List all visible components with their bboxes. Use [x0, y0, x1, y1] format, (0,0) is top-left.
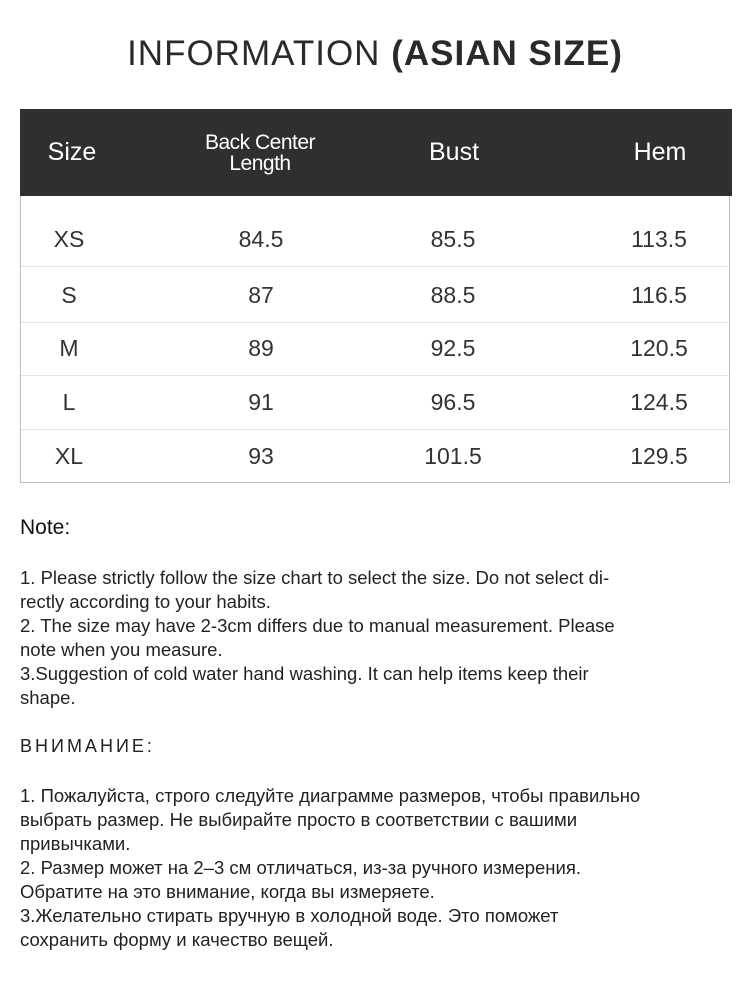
note-line: note when you measure. [20, 639, 223, 660]
cell-bust: 101.5 [424, 443, 482, 469]
cell-bust: 88.5 [430, 282, 476, 308]
table-row [21, 374, 729, 430]
header-back-line1: Back Center [204, 130, 316, 154]
cell-size: XS [53, 226, 85, 252]
header-back-center-length [180, 109, 340, 196]
cell-hem: 129.5 [630, 443, 688, 469]
cell-bust: 85.5 [430, 226, 476, 252]
size-table [20, 109, 730, 483]
title-main: INFORMATION [127, 34, 381, 73]
note-line: 3.Suggestion of cold water hand washing. It can help items keep their [20, 663, 589, 684]
russian-line: привычками. [20, 833, 131, 854]
note-line: shape. [20, 687, 76, 708]
cell-hem: 120.5 [630, 335, 688, 361]
russian-line: выбрать размер. Не выбирайте просто в соответствии с вашими [20, 809, 578, 830]
note-heading: Note: [20, 516, 71, 539]
header-back-line2: Length [229, 151, 291, 175]
note-line: 1. Please strictly follow the size chart to select the size. Do not select di- [20, 567, 610, 588]
cell-hem: 113.5 [631, 226, 687, 252]
header-hem: Hem [633, 138, 687, 166]
title-emphasis: (ASIAN SIZE) [391, 34, 623, 73]
table-row [21, 267, 729, 323]
russian-note-heading: ВНИМАНИЕ: [20, 736, 155, 756]
cell-hem: 124.5 [630, 389, 688, 415]
header-size: Size [47, 138, 97, 166]
cell-back: 84.5 [238, 226, 284, 252]
cell-size: XL [54, 443, 84, 469]
cell-back: 93 [248, 443, 274, 469]
note-line: 2. The size may have 2-3cm differs due to manual measurement. Please [20, 615, 615, 636]
russian-note-text [20, 784, 732, 952]
cell-hem: 116.5 [631, 282, 687, 308]
russian-line: 2. Размер может на 2–3 см отличаться, из-за ручного измерения. [20, 857, 582, 878]
header-bust: Bust [428, 138, 480, 166]
cell-size: M [59, 335, 79, 361]
table-row [21, 320, 729, 376]
table-header [20, 109, 732, 196]
note-text [20, 566, 732, 710]
russian-line: сохранить форму и качество вещей. [20, 929, 334, 950]
cell-size: L [62, 389, 76, 415]
russian-line: Обратите на это внимание, когда вы измеряете. [20, 881, 435, 902]
cell-back: 89 [248, 335, 274, 361]
cell-bust: 96.5 [430, 389, 476, 415]
cell-size: S [61, 282, 77, 308]
russian-line: 3.Желательно стирать вручную в холодной воде. Это поможет [20, 905, 559, 926]
table-row [21, 211, 729, 267]
cell-bust: 92.5 [430, 335, 476, 361]
cell-back: 91 [248, 389, 274, 415]
russian-line: 1. Пожалуйста, строго следуйте диаграмме размеров, чтобы правильно [20, 785, 641, 806]
note-line: rectly according to your habits. [20, 591, 271, 612]
cell-back: 87 [248, 282, 274, 308]
page-title [0, 34, 750, 74]
table-row [21, 428, 729, 484]
